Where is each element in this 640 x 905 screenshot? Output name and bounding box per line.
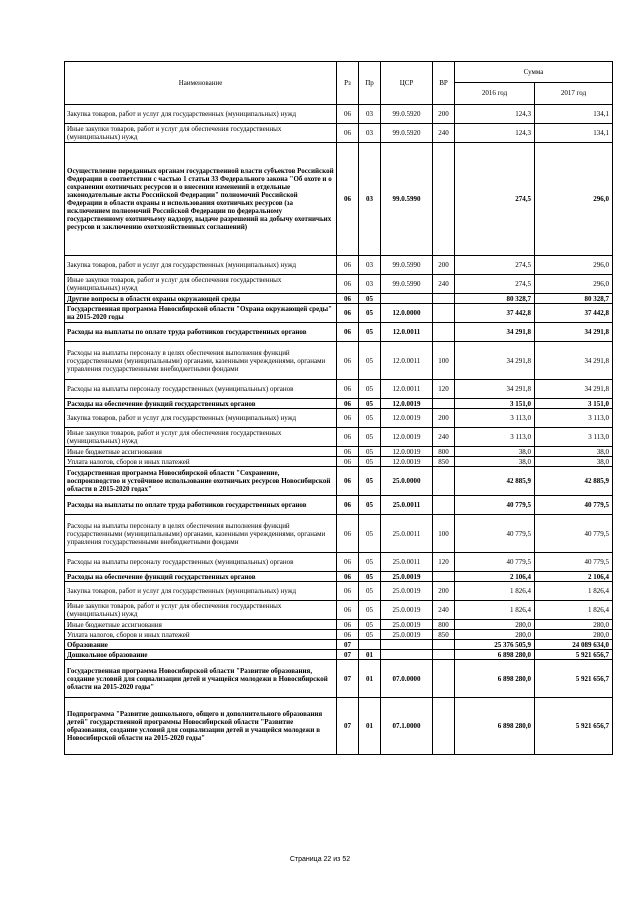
table-cell-pr: 05: [359, 447, 381, 457]
table-cell-pr: 05: [359, 582, 381, 601]
table-cell-csr: 99.0.5990: [381, 275, 433, 294]
table-row: [65, 496, 613, 515]
table-cell-sum-2017: 80 328,7: [535, 294, 613, 304]
table-cell-csr: 12.0.0011: [381, 380, 433, 399]
table-cell-sum-2017: 34 291,8: [535, 380, 613, 399]
table-cell-sum-2017: 3 151,0: [535, 399, 613, 409]
table-cell-name: Государственная программа Новосибирской области "Развитие образования, создание условий для социализации детей и учащейся молодежи в Новосибирской области на 2015-2020 годы": [65, 660, 337, 698]
table-cell-sum-2017: 34 291,8: [535, 342, 613, 380]
table-row: [65, 698, 613, 755]
table-cell-vr: [433, 399, 455, 409]
table-cell-sum-2017: 5 921 656,7: [535, 660, 613, 698]
table-cell-vr: 240: [433, 428, 455, 447]
table-row: [65, 553, 613, 572]
table-cell-vr: [433, 143, 455, 256]
table-cell-rz: 06: [337, 572, 359, 582]
table-cell-vr: [433, 467, 455, 496]
table-cell-csr: 12.0.0019: [381, 409, 433, 428]
table-cell-pr: 01: [359, 698, 381, 755]
table-cell-sum-2016: 280,0: [455, 620, 535, 630]
table-row: [65, 399, 613, 409]
table-row: [65, 105, 613, 124]
table-cell-vr: 100: [433, 342, 455, 380]
table-row: [65, 457, 613, 467]
table-cell-pr: 03: [359, 275, 381, 294]
table-cell-sum-2016: 3 151,0: [455, 399, 535, 409]
table-cell-sum-2016: 274,5: [455, 256, 535, 275]
table-cell-sum-2016: 34 291,8: [455, 380, 535, 399]
table-row: [65, 640, 613, 650]
table-cell-name: Расходы на выплаты персоналу государственных (муниципальных) органов: [65, 553, 337, 572]
table-cell-csr: 07.1.0000: [381, 698, 433, 755]
table-cell-name: Расходы на обеспечение функций государственных органов: [65, 572, 337, 582]
budget-table: [64, 61, 613, 755]
table-cell-vr: [433, 304, 455, 323]
table-row: [65, 294, 613, 304]
table-cell-csr: 25.0.0011: [381, 553, 433, 572]
table-row: [65, 582, 613, 601]
table-cell-pr: 05: [359, 304, 381, 323]
table-cell-csr: 99.0.5990: [381, 256, 433, 275]
table-cell-sum-2017: 42 885,9: [535, 467, 613, 496]
table-cell-csr: 25.0.0019: [381, 630, 433, 640]
table-cell-name: Расходы на выплаты персоналу в целях обеспечения выполнения функций государственными (муниципальными) органами, казенными учреждениями, органами управления государственными внебюджетными фондами: [65, 515, 337, 553]
table-cell-csr: 99.0.5920: [381, 105, 433, 124]
table-cell-vr: 120: [433, 553, 455, 572]
table-row: [65, 143, 613, 256]
table-cell-rz: 06: [337, 342, 359, 380]
table-cell-csr: [381, 640, 433, 650]
table-cell-sum-2017: 40 779,5: [535, 496, 613, 515]
table-cell-csr: 12.0.0011: [381, 342, 433, 380]
table-cell-name: Расходы на обеспечение функций государственных органов: [65, 399, 337, 409]
table-cell-csr: 12.0.0019: [381, 447, 433, 457]
table-cell-name: Государственная программа Новосибирской области "Охрана окружающей среды" на 2015-2020 годы: [65, 304, 337, 323]
table-cell-csr: 99.0.5920: [381, 124, 433, 143]
table-cell-name: Другие вопросы в области охраны окружающей среды: [65, 294, 337, 304]
table-cell-csr: 12.0.0011: [381, 323, 433, 342]
table-cell-name: Уплата налогов, сборов и иных платежей: [65, 630, 337, 640]
budget-table-container: [64, 61, 612, 755]
table-cell-rz: 06: [337, 294, 359, 304]
table-cell-sum-2017: 134,1: [535, 105, 613, 124]
table-cell-sum-2017: 3 113,0: [535, 409, 613, 428]
table-cell-name: Осуществление переданных органам государственной власти субъектов Российской Федерации в соответствии с частью 1 статьи 33 Федерального закона "Об охоте и о сохранении охотничьих ресурсов и о внесении изменений в отдельные законодательные акты Российской Федерации" полномочий Российской Федерации в области охраны и использования охотничьих ресурсов (за исключением полномочий Российской Федерации по федеральному государственному охотничьему надзору, выдаче разрешений на добычу охотничьих ресурсов и заключению охотхозяйственных соглашений): [65, 143, 337, 256]
table-cell-vr: [433, 294, 455, 304]
table-cell-rz: 06: [337, 620, 359, 630]
table-cell-vr: [433, 640, 455, 650]
table-cell-rz: 06: [337, 553, 359, 572]
table-cell-vr: 100: [433, 515, 455, 553]
table-row: [65, 620, 613, 630]
table-row: [65, 650, 613, 660]
table-cell-csr: 25.0.0019: [381, 601, 433, 620]
header-year-2016: 2016 год: [455, 82, 535, 104]
table-cell-pr: 05: [359, 515, 381, 553]
table-row: [65, 467, 613, 496]
table-cell-pr: 05: [359, 630, 381, 640]
table-cell-csr: 25.0.0019: [381, 572, 433, 582]
table-cell-sum-2017: 40 779,5: [535, 553, 613, 572]
table-cell-rz: 06: [337, 496, 359, 515]
table-row: [65, 409, 613, 428]
table-cell-rz: 07: [337, 660, 359, 698]
table-cell-name: Закупка товаров, работ и услуг для государственных (муниципальных) нужд: [65, 582, 337, 601]
table-cell-name: Образование: [65, 640, 337, 650]
table-cell-pr: 05: [359, 601, 381, 620]
table-cell-pr: 03: [359, 143, 381, 256]
table-cell-name: Подпрограмма "Развитие дошкольного, общего и дополнительного образования детей" государственной программы Новосибирской области "Развитие образования, создание условий для социализации детей и учащейся молодежи в Новосибирской области на 2015-2020 годы": [65, 698, 337, 755]
table-cell-sum-2017: 134,1: [535, 124, 613, 143]
table-row: [65, 380, 613, 399]
table-cell-name: Закупка товаров, работ и услуг для государственных (муниципальных) нужд: [65, 256, 337, 275]
table-cell-pr: 03: [359, 124, 381, 143]
table-cell-rz: 06: [337, 601, 359, 620]
table-cell-csr: 25.0.0011: [381, 515, 433, 553]
table-row: [65, 275, 613, 294]
header-rz: Рз: [337, 62, 359, 105]
header-pr: Пр: [359, 62, 381, 105]
table-cell-sum-2017: 38,0: [535, 457, 613, 467]
table-cell-sum-2017: 5 921 656,7: [535, 698, 613, 755]
table-row: [65, 447, 613, 457]
table-cell-sum-2016: 6 898 280,0: [455, 698, 535, 755]
table-cell-name: Дошкольное образование: [65, 650, 337, 660]
table-cell-csr: 25.0.0019: [381, 620, 433, 630]
table-cell-sum-2016: 34 291,8: [455, 342, 535, 380]
table-cell-pr: 05: [359, 496, 381, 515]
table-cell-sum-2016: 274,5: [455, 275, 535, 294]
table-cell-pr: 05: [359, 409, 381, 428]
table-cell-vr: 800: [433, 447, 455, 457]
page-number: Страница 22 из 52: [289, 856, 351, 863]
table-cell-pr: 05: [359, 553, 381, 572]
header-name: Наименование: [65, 62, 337, 105]
table-cell-pr: 01: [359, 660, 381, 698]
table-cell-sum-2016: 124,3: [455, 124, 535, 143]
table-cell-sum-2016: 80 328,7: [455, 294, 535, 304]
table-cell-rz: 06: [337, 380, 359, 399]
table-cell-pr: 05: [359, 428, 381, 447]
table-cell-sum-2016: 42 885,9: [455, 467, 535, 496]
table-cell-sum-2017: 1 826,4: [535, 601, 613, 620]
table-cell-name: Иные бюджетные ассигнования: [65, 447, 337, 457]
table-row: [65, 601, 613, 620]
table-cell-name: Расходы на выплаты персоналу в целях обеспечения выполнения функций государственными (муниципальными) органами, казенными учреждениями, органами управления государственными внебюджетными фондами: [65, 342, 337, 380]
table-cell-rz: 06: [337, 143, 359, 256]
table-cell-pr: [359, 640, 381, 650]
table-cell-sum-2017: 24 089 634,0: [535, 640, 613, 650]
table-cell-name: Иные бюджетные ассигнования: [65, 620, 337, 630]
table-row: [65, 515, 613, 553]
table-cell-rz: 06: [337, 105, 359, 124]
table-cell-sum-2017: 296,0: [535, 143, 613, 256]
table-cell-rz: 06: [337, 399, 359, 409]
table-cell-sum-2016: 1 826,4: [455, 582, 535, 601]
table-cell-sum-2016: 124,3: [455, 105, 535, 124]
table-cell-rz: 06: [337, 304, 359, 323]
table-cell-name: Иные закупки товаров, работ и услуг для обеспечения государственных (муниципальных) нужд: [65, 124, 337, 143]
table-cell-pr: 05: [359, 572, 381, 582]
table-row: [65, 572, 613, 582]
table-cell-csr: 12.0.0019: [381, 399, 433, 409]
table-cell-sum-2017: 38,0: [535, 447, 613, 457]
table-cell-pr: 05: [359, 342, 381, 380]
header-sum: Сумма: [455, 62, 613, 83]
table-cell-sum-2016: 38,0: [455, 457, 535, 467]
table-cell-rz: 06: [337, 323, 359, 342]
table-cell-sum-2017: 296,0: [535, 256, 613, 275]
table-cell-sum-2016: 2 106,4: [455, 572, 535, 582]
table-cell-sum-2016: 37 442,8: [455, 304, 535, 323]
table-cell-sum-2016: 6 898 280,0: [455, 660, 535, 698]
table-cell-vr: 240: [433, 601, 455, 620]
table-cell-rz: 07: [337, 698, 359, 755]
table-cell-sum-2016: 280,0: [455, 630, 535, 640]
table-cell-pr: 05: [359, 380, 381, 399]
table-cell-csr: 12.0.0000: [381, 304, 433, 323]
table-cell-csr: 12.0.0019: [381, 457, 433, 467]
table-row: [65, 323, 613, 342]
table-cell-pr: 01: [359, 650, 381, 660]
table-cell-rz: 06: [337, 256, 359, 275]
table-cell-vr: 200: [433, 105, 455, 124]
table-cell-csr: 99.0.5990: [381, 143, 433, 256]
table-cell-name: Расходы на выплаты персоналу государственных (муниципальных) органов: [65, 380, 337, 399]
table-cell-sum-2016: 40 779,5: [455, 553, 535, 572]
table-row: [65, 256, 613, 275]
table-cell-sum-2016: 40 779,5: [455, 496, 535, 515]
table-cell-vr: [433, 323, 455, 342]
table-cell-sum-2016: 34 291,8: [455, 323, 535, 342]
table-cell-vr: 120: [433, 380, 455, 399]
table-cell-sum-2016: 274,5: [455, 143, 535, 256]
table-cell-vr: [433, 572, 455, 582]
table-cell-name: Иные закупки товаров, работ и услуг для обеспечения государственных (муниципальных) нужд: [65, 601, 337, 620]
table-cell-csr: 12.0.0019: [381, 428, 433, 447]
table-cell-vr: 240: [433, 124, 455, 143]
table-cell-vr: [433, 650, 455, 660]
table-cell-csr: [381, 650, 433, 660]
table-cell-pr: 03: [359, 256, 381, 275]
table-cell-vr: 200: [433, 256, 455, 275]
table-cell-pr: 05: [359, 399, 381, 409]
table-cell-pr: 05: [359, 467, 381, 496]
table-cell-sum-2016: 25 376 505,9: [455, 640, 535, 650]
table-cell-vr: 850: [433, 630, 455, 640]
table-cell-sum-2017: 34 291,8: [535, 323, 613, 342]
table-cell-vr: 200: [433, 582, 455, 601]
table-cell-sum-2017: 1 826,4: [535, 582, 613, 601]
table-cell-pr: 05: [359, 620, 381, 630]
table-cell-sum-2017: 280,0: [535, 630, 613, 640]
table-cell-rz: 06: [337, 582, 359, 601]
table-cell-rz: 06: [337, 447, 359, 457]
table-cell-name: Закупка товаров, работ и услуг для государственных (муниципальных) нужд: [65, 105, 337, 124]
table-cell-rz: 06: [337, 630, 359, 640]
table-cell-name: Государственная программа Новосибирской области "Сохранение, воспроизводство и устойчивое использование охотничьих ресурсов Новосибирской области в 2015-2020 годах": [65, 467, 337, 496]
table-cell-csr: 25.0.0000: [381, 467, 433, 496]
table-row: [65, 304, 613, 323]
table-cell-csr: 07.0.0000: [381, 660, 433, 698]
table-cell-sum-2017: 37 442,8: [535, 304, 613, 323]
table-cell-vr: 200: [433, 409, 455, 428]
header-csr: ЦСР: [381, 62, 433, 105]
table-cell-pr: 03: [359, 105, 381, 124]
table-cell-name: Иные закупки товаров, работ и услуг для обеспечения государственных (муниципальных) нужд: [65, 428, 337, 447]
table-cell-name: Закупка товаров, работ и услуг для государственных (муниципальных) нужд: [65, 409, 337, 428]
header-year-2017: 2017 год: [535, 82, 613, 104]
table-cell-name: Расходы на выплаты по оплате труда работников государственных органов: [65, 496, 337, 515]
header-vr: ВР: [433, 62, 455, 105]
table-cell-rz: 06: [337, 124, 359, 143]
table-cell-sum-2017: 296,0: [535, 275, 613, 294]
table-cell-rz: 06: [337, 275, 359, 294]
table-cell-csr: 25.0.0019: [381, 582, 433, 601]
table-cell-sum-2017: 40 779,5: [535, 515, 613, 553]
table-cell-sum-2016: 3 113,0: [455, 428, 535, 447]
table-cell-rz: 06: [337, 457, 359, 467]
table-cell-rz: 06: [337, 467, 359, 496]
table-row: [65, 124, 613, 143]
table-row: [65, 660, 613, 698]
table-cell-csr: [381, 294, 433, 304]
table-cell-sum-2017: 280,0: [535, 620, 613, 630]
table-cell-rz: 06: [337, 428, 359, 447]
table-cell-pr: 05: [359, 457, 381, 467]
table-cell-sum-2017: 3 113,0: [535, 428, 613, 447]
table-cell-sum-2016: 3 113,0: [455, 409, 535, 428]
table-row: [65, 428, 613, 447]
table-cell-vr: [433, 660, 455, 698]
table-cell-name: Уплата налогов, сборов и иных платежей: [65, 457, 337, 467]
table-cell-vr: 240: [433, 275, 455, 294]
table-cell-vr: 800: [433, 620, 455, 630]
table-row: [65, 630, 613, 640]
table-cell-rz: 07: [337, 650, 359, 660]
table-body: [65, 105, 613, 755]
table-cell-rz: 06: [337, 515, 359, 553]
table-cell-pr: 05: [359, 294, 381, 304]
table-cell-sum-2017: 5 921 656,7: [535, 650, 613, 660]
table-cell-rz: 06: [337, 409, 359, 428]
table-cell-sum-2016: 1 826,4: [455, 601, 535, 620]
table-cell-sum-2017: 2 106,4: [535, 572, 613, 582]
table-cell-vr: 850: [433, 457, 455, 467]
table-cell-sum-2016: 6 898 280,0: [455, 650, 535, 660]
table-cell-vr: [433, 698, 455, 755]
table-cell-rz: 07: [337, 640, 359, 650]
table-row: [65, 342, 613, 380]
table-cell-name: Расходы на выплаты по оплате труда работников государственных органов: [65, 323, 337, 342]
table-cell-sum-2016: 38,0: [455, 447, 535, 457]
table-cell-name: Иные закупки товаров, работ и услуг для обеспечения государственных (муниципальных) нужд: [65, 275, 337, 294]
table-cell-pr: 05: [359, 323, 381, 342]
table-cell-csr: 25.0.0011: [381, 496, 433, 515]
table-cell-sum-2016: 40 779,5: [455, 515, 535, 553]
table-cell-vr: [433, 496, 455, 515]
